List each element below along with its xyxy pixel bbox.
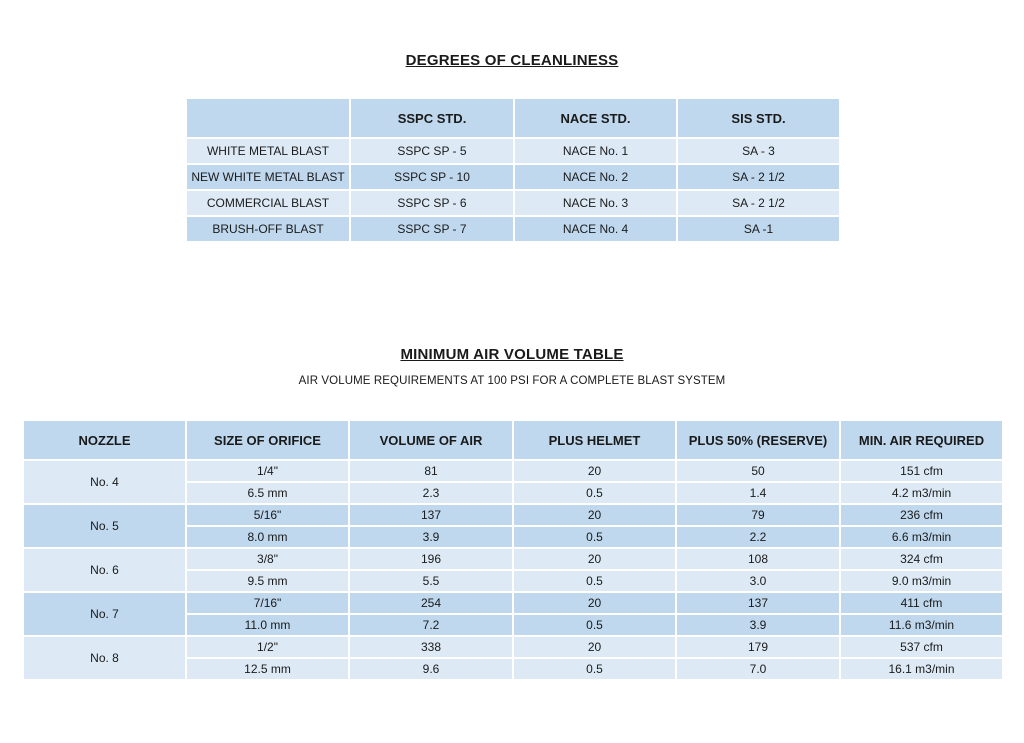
table-header-row [23, 420, 1003, 460]
table-cell: 50 [676, 460, 840, 482]
table-cell: 411 cfm [840, 592, 1003, 614]
table-cell: NACE No. 1 [514, 138, 677, 164]
table-cell: SA - 2 1/2 [677, 190, 840, 216]
table-row [23, 504, 1003, 526]
table-cell: 11.6 m3/min [840, 614, 1003, 636]
table-cell: 9.0 m3/min [840, 570, 1003, 592]
table-cell: 6.6 m3/min [840, 526, 1003, 548]
table-cell: NACE No. 4 [514, 216, 677, 242]
table-cell: 2.3 [349, 482, 513, 504]
cleanliness-table [185, 97, 841, 243]
column-header: PLUS 50% (RESERVE) [676, 420, 840, 460]
table-cell: SSPC SP - 10 [350, 164, 514, 190]
table-cell: 137 [676, 592, 840, 614]
table-cell: COMMERCIAL BLAST [186, 190, 350, 216]
air-volume-title: MINIMUM AIR VOLUME TABLE [400, 346, 624, 363]
table-cell: 1/2" [186, 636, 349, 658]
table-cell: 16.1 m3/min [840, 658, 1003, 680]
table-cell: 6.5 mm [186, 482, 349, 504]
table-cell: SA -1 [677, 216, 840, 242]
column-header: PLUS HELMET [513, 420, 676, 460]
table-cell: 1/4" [186, 460, 349, 482]
table-cell: 5.5 [349, 570, 513, 592]
table-cell: SSPC SP - 6 [350, 190, 514, 216]
table-cell: 338 [349, 636, 513, 658]
table-cell: 3.0 [676, 570, 840, 592]
table-cell: 7.0 [676, 658, 840, 680]
table-cell: 151 cfm [840, 460, 1003, 482]
column-header: SSPC STD. [350, 98, 514, 138]
table-cell: 1.4 [676, 482, 840, 504]
column-header [186, 98, 350, 138]
table-cell: 108 [676, 548, 840, 570]
table-cell: 0.5 [513, 570, 676, 592]
table-cell: SSPC SP - 7 [350, 216, 514, 242]
nozzle-cell: No. 6 [23, 548, 186, 592]
table-row [23, 460, 1003, 482]
cleanliness-title: DEGREES OF CLEANLINESS [405, 52, 619, 69]
table-cell: 537 cfm [840, 636, 1003, 658]
table-cell: 7/16" [186, 592, 349, 614]
table-cell: 79 [676, 504, 840, 526]
table-cell: 0.5 [513, 658, 676, 680]
table-cell: WHITE METAL BLAST [186, 138, 350, 164]
table-cell: 324 cfm [840, 548, 1003, 570]
table-cell: 5/16" [186, 504, 349, 526]
nozzle-cell: No. 4 [23, 460, 186, 504]
table-cell: 3.9 [349, 526, 513, 548]
table-row [186, 216, 840, 242]
table-cell: 9.6 [349, 658, 513, 680]
table-row [23, 636, 1003, 658]
table-cell: 0.5 [513, 614, 676, 636]
nozzle-cell: No. 8 [23, 636, 186, 680]
table-row [186, 164, 840, 190]
table-cell: 2.2 [676, 526, 840, 548]
table-cell: 12.5 mm [186, 658, 349, 680]
column-header: SIS STD. [677, 98, 840, 138]
nozzle-cell: No. 5 [23, 504, 186, 548]
table-cell: 20 [513, 504, 676, 526]
table-cell: 81 [349, 460, 513, 482]
table-cell: 20 [513, 548, 676, 570]
table-cell: 0.5 [513, 526, 676, 548]
table-cell: 20 [513, 460, 676, 482]
table-cell: NACE No. 3 [514, 190, 677, 216]
table-cell: 196 [349, 548, 513, 570]
column-header: VOLUME OF AIR [349, 420, 513, 460]
table-cell: 20 [513, 636, 676, 658]
table-cell: 137 [349, 504, 513, 526]
column-header: NOZZLE [23, 420, 186, 460]
table-cell: 3/8" [186, 548, 349, 570]
table-cell: 8.0 mm [186, 526, 349, 548]
column-header: NACE STD. [514, 98, 677, 138]
table-cell: BRUSH-OFF BLAST [186, 216, 350, 242]
table-cell: 9.5 mm [186, 570, 349, 592]
column-header: MIN. AIR REQUIRED [840, 420, 1003, 460]
table-cell: 254 [349, 592, 513, 614]
table-cell: NACE No. 2 [514, 164, 677, 190]
table-row [186, 138, 840, 164]
table-row [23, 548, 1003, 570]
table-cell: SA - 2 1/2 [677, 164, 840, 190]
table-cell: 0.5 [513, 482, 676, 504]
table-cell: SSPC SP - 5 [350, 138, 514, 164]
nozzle-cell: No. 7 [23, 592, 186, 636]
table-row [23, 592, 1003, 614]
table-cell: 20 [513, 592, 676, 614]
table-cell: SA - 3 [677, 138, 840, 164]
table-cell: 7.2 [349, 614, 513, 636]
table-cell: 179 [676, 636, 840, 658]
table-header-row [186, 98, 840, 138]
column-header: SIZE OF ORIFICE [186, 420, 349, 460]
table-cell: NEW WHITE METAL BLAST [186, 164, 350, 190]
table-cell: 236 cfm [840, 504, 1003, 526]
table-cell: 11.0 mm [186, 614, 349, 636]
table-cell: 4.2 m3/min [840, 482, 1003, 504]
table-cell: 3.9 [676, 614, 840, 636]
table-row [186, 190, 840, 216]
air-volume-table [22, 419, 1004, 681]
air-volume-subtitle: AIR VOLUME REQUIREMENTS AT 100 PSI FOR A COMPLETE BLAST SYSTEM [298, 375, 726, 387]
